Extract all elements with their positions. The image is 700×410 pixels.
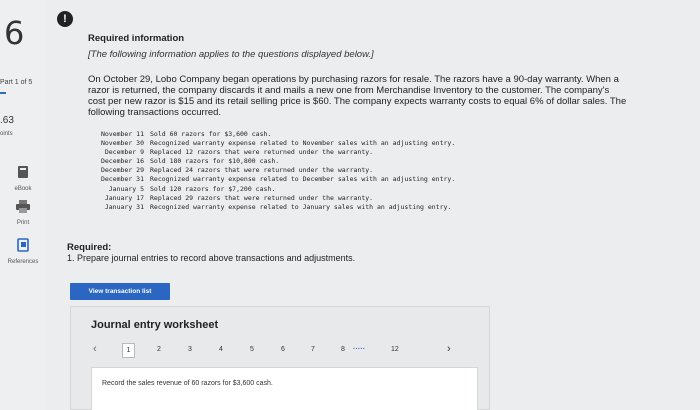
page-8-button[interactable]: 8 [341,346,345,353]
required-info-title: Required information [88,33,185,44]
print-tool[interactable] [0,200,46,226]
transaction-text: Recognized warranty expense related to January sales with an adjusting entry. [150,202,452,211]
record-instruction-box [91,367,478,410]
book-icon [17,165,29,184]
alert-icon: ! [57,11,73,27]
transaction-date: November 30 [100,139,144,148]
part-indicator: Part 1 of 5 [0,79,33,86]
required-item: 1. Prepare journal entries to record above transactions and adjustments. [67,253,356,263]
printer-icon [16,200,30,218]
transaction-text: Sold 60 razors for $3,600 cash. [150,130,272,138]
transaction-row [92,166,455,175]
transaction-row [92,175,455,184]
transaction-row [92,157,455,166]
transaction-row [92,185,455,194]
transaction-date: December 9 [104,148,144,157]
transaction-text: Recognized warranty expense related to December sales with an adjusting entry. [150,175,456,184]
transaction-row [92,148,455,157]
transaction-row [92,203,455,212]
transaction-row [92,139,455,148]
points-value: .63 [0,115,14,126]
chevron-right-icon[interactable]: › [447,343,451,355]
print-label: Print [16,220,30,226]
page-7-button[interactable]: 7 [311,346,315,353]
ebook-label: eBook [14,186,32,192]
page-6-button[interactable]: 6 [281,346,285,353]
required-label: Required: [67,242,112,253]
page-ellipsis: ..... [353,344,366,351]
references-label: References [7,259,39,265]
references-tool[interactable] [0,238,46,265]
transaction-date: December 31 [100,175,144,184]
journal-entry-worksheet [70,306,490,410]
info-note: [The following information applies to the questions displayed below.] [88,49,374,60]
transaction-text: Replaced 12 razors that were returned under the warranty. [150,148,374,157]
part-progress-bar [0,92,6,94]
points-label: oints [0,131,13,137]
page-1-button[interactable]: 1 [122,343,135,358]
page-5-button[interactable]: 5 [250,346,254,353]
chevron-left-icon[interactable]: ‹ [93,343,97,355]
references-icon [16,238,30,257]
transaction-text: Recognized warranty expense related to November sales with an adjusting entry. [150,139,456,148]
transaction-row [92,130,455,139]
question-rail [0,0,46,410]
page-12-button[interactable]: 12 [391,346,399,353]
transaction-date: January 31 [104,202,144,211]
question-number: 6 [4,14,25,52]
worksheet-title: Journal entry worksheet [91,319,219,331]
page-3-button[interactable]: 3 [188,346,192,353]
transaction-text: Replaced 24 razors that were returned under the warranty. [150,166,374,175]
page-4-button[interactable]: 4 [219,346,223,353]
transaction-row [92,194,455,203]
transactions-list [92,130,455,212]
transaction-date: November 11 [100,130,144,138]
transaction-text: Sold 120 razors for $7,200 cash. [150,184,276,193]
transaction-date: January 5 [108,184,144,193]
transaction-text: Replaced 29 razors that were returned under the warranty. [150,193,374,202]
worksheet-pager [91,343,471,359]
record-instruction: Record the sales revenue of 60 razors for $3,600 cash. [102,380,273,387]
transaction-date: January 17 [104,193,144,202]
view-transaction-list-button[interactable]: View transaction list [70,283,170,300]
intro-paragraph: On October 29, Lobo Company began operations by purchasing razors for resale. The razors have a 90-day warranty. When a razor is returned, the company discards it and mails a new one from Merchandise Inventory to the customer. The company's cost per new razor is $15 and its retail selling price is $60. The company expects warranty costs to equal 6% of dollar sales. The following transactions occurred. [88,74,627,118]
transaction-text: Sold 180 razors for $10,800 cash. [150,157,280,166]
transaction-date: December 16 [100,157,144,166]
transaction-date: December 29 [100,166,144,175]
page-2-button[interactable]: 2 [157,346,161,353]
ebook-tool[interactable] [0,165,46,192]
